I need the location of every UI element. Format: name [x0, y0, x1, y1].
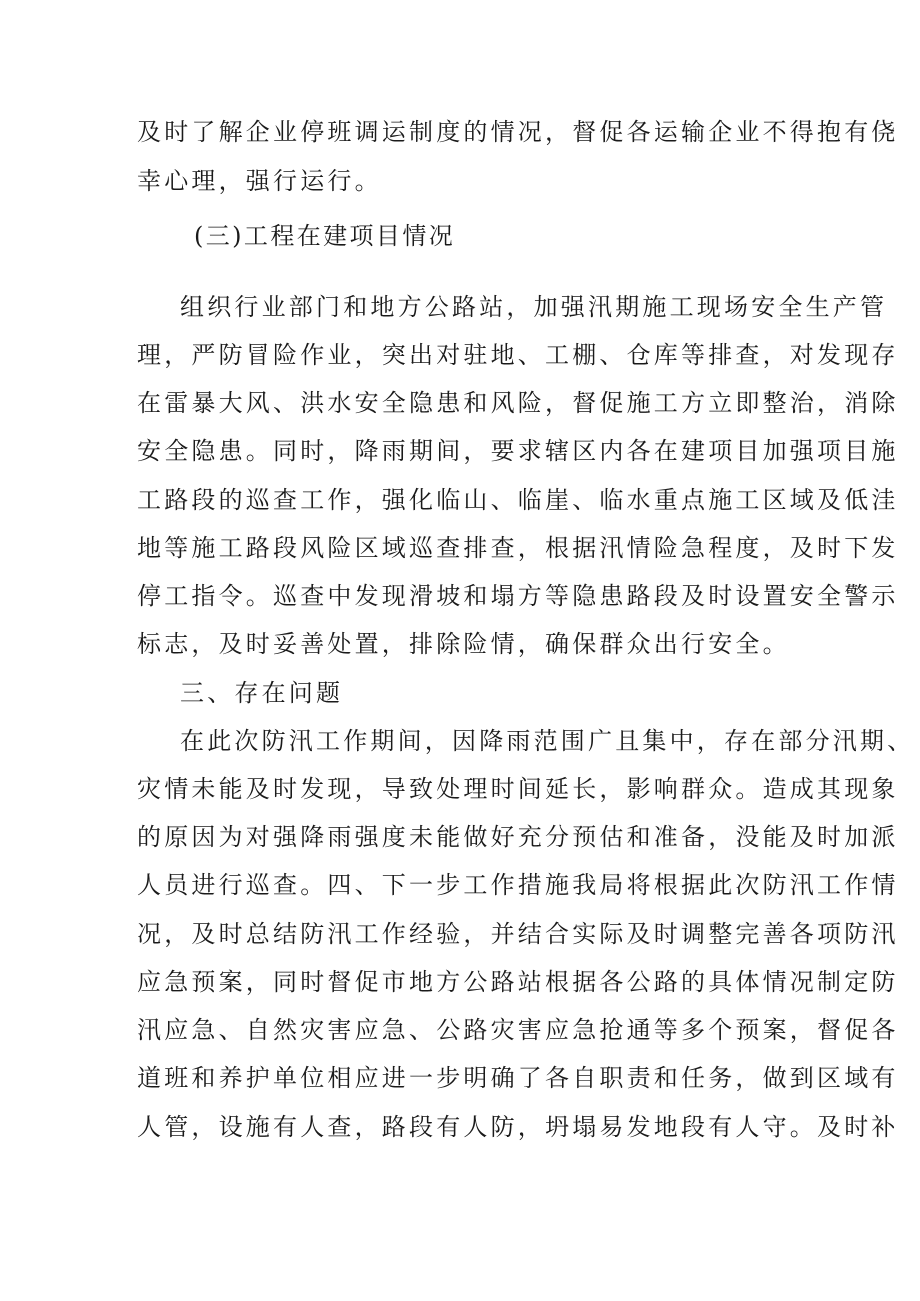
paragraph-line: 地等施工路段风险区域巡查排查，根据汛情险急程度，及时下发: [137, 534, 899, 562]
paragraph-line: 工路段的巡查工作，强化临山、临崖、临水重点施工区域及低洼: [137, 486, 899, 514]
paragraph-line: 人管，设施有人查，路段有人防，坍塌易发地段有人守。及时补: [137, 1113, 899, 1141]
paragraph-line: 汛应急、自然灾害应急、公路灾害应急抢通等多个预案，督促各: [137, 1016, 899, 1044]
paragraph-line: 应急预案，同时督促市地方公路站根据各公路的具体情况制定防: [137, 968, 899, 996]
paragraph-line: 道班和养护单位相应进一步明确了各自职责和任务，做到区域有: [137, 1064, 899, 1092]
paragraph-line: 在雷暴大风、洪水安全隐患和风险，督促施工方立即整治，消除: [137, 389, 899, 417]
paragraph-line: 幸心理，强行运行。: [137, 167, 382, 195]
paragraph-line: 人员进行巡查。四、下一步工作措施我局将根据此次防汛工作情: [137, 871, 899, 899]
paragraph-line: 况，及时总结防汛工作经验，并结合实际及时调整完善各项防汛: [137, 920, 899, 948]
paragraph-line: 停工指令。巡查中发现滑坡和塌方等隐患路段及时设置安全警示: [137, 582, 899, 610]
paragraph-line: 的原因为对强降雨强度未能做好充分预估和准备，没能及时加派: [137, 823, 899, 851]
paragraph-line: 标志，及时妥善处置，排除险情，确保群众出行安全。: [137, 630, 790, 658]
section-heading: (三)工程在建项目情况: [194, 222, 456, 250]
paragraph-line: 安全隐患。同时，降雨期间，要求辖区内各在建项目加强项目施: [137, 437, 899, 465]
section-heading: 三、存在问题: [180, 679, 344, 707]
paragraph-line: 及时了解企业停班调运制度的情况，督促各运输企业不得抱有侥: [137, 118, 899, 146]
paragraph-line: 组织行业部门和地方公路站，加强汛期施工现场安全生产管: [180, 293, 888, 321]
paragraph-line: 灾情未能及时发现，导致处理时间延长，影响群众。造成其现象: [137, 775, 899, 803]
paragraph-line: 理，严防冒险作业，突出对驻地、工棚、仓库等排查，对发现存: [137, 341, 899, 369]
paragraph-line: 在此次防汛工作期间，因降雨范围广且集中，存在部分汛期、: [180, 727, 915, 755]
